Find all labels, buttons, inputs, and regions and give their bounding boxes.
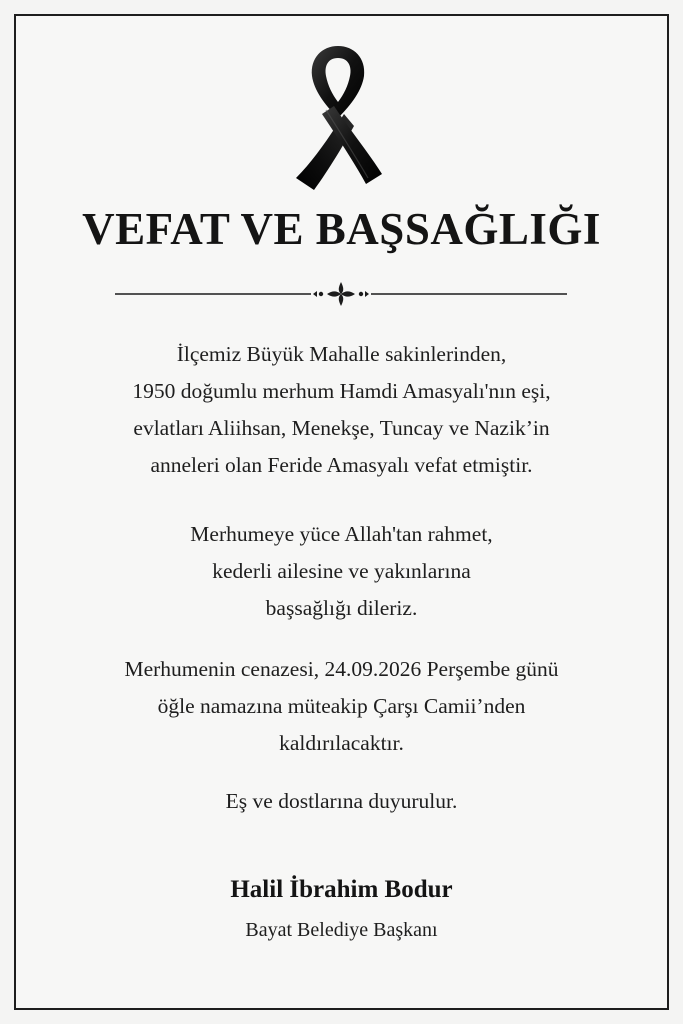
text-line: Merhumenin cenazesi, 24.09.2026 Perşembe günü <box>124 657 559 681</box>
funeral-paragraph <box>0 651 683 762</box>
closing-paragraph <box>0 783 683 820</box>
text-line: evlatları Aliihsan, Menekşe, Tuncay ve Nazik’in <box>133 416 550 440</box>
text-line: başsağlığı dileriz. <box>265 596 418 620</box>
text-line: kaldırılacaktır. <box>279 731 404 755</box>
text-line: 1950 doğumlu merhum Hamdi Amasyalı'nın eşi, <box>132 379 551 403</box>
signatory-name: Halil İbrahim Bodur <box>230 876 453 903</box>
text-line: öğle namazına müteakip Çarşı Camii’nden <box>157 694 526 718</box>
mourning-ribbon-icon <box>292 44 384 192</box>
text-line: Eş ve dostlarına duyurulur. <box>225 789 458 813</box>
text-line: Merhumeye yüce Allah'tan rahmet, <box>190 522 493 546</box>
text-line: İlçemiz Büyük Mahalle sakinlerinden, <box>176 342 507 366</box>
ornament-divider-icon <box>115 280 567 308</box>
text-line: anneleri olan Feride Amasyalı vefat etmiştir. <box>150 453 533 477</box>
page-title: VEFAT VE BAŞSAĞLIĞI <box>82 204 601 254</box>
announcement-paragraph <box>0 336 683 484</box>
condolence-paragraph <box>0 516 683 627</box>
signatory-role: Bayat Belediye Başkanı <box>245 919 438 941</box>
text-line: kederli ailesine ve yakınlarına <box>212 559 471 583</box>
